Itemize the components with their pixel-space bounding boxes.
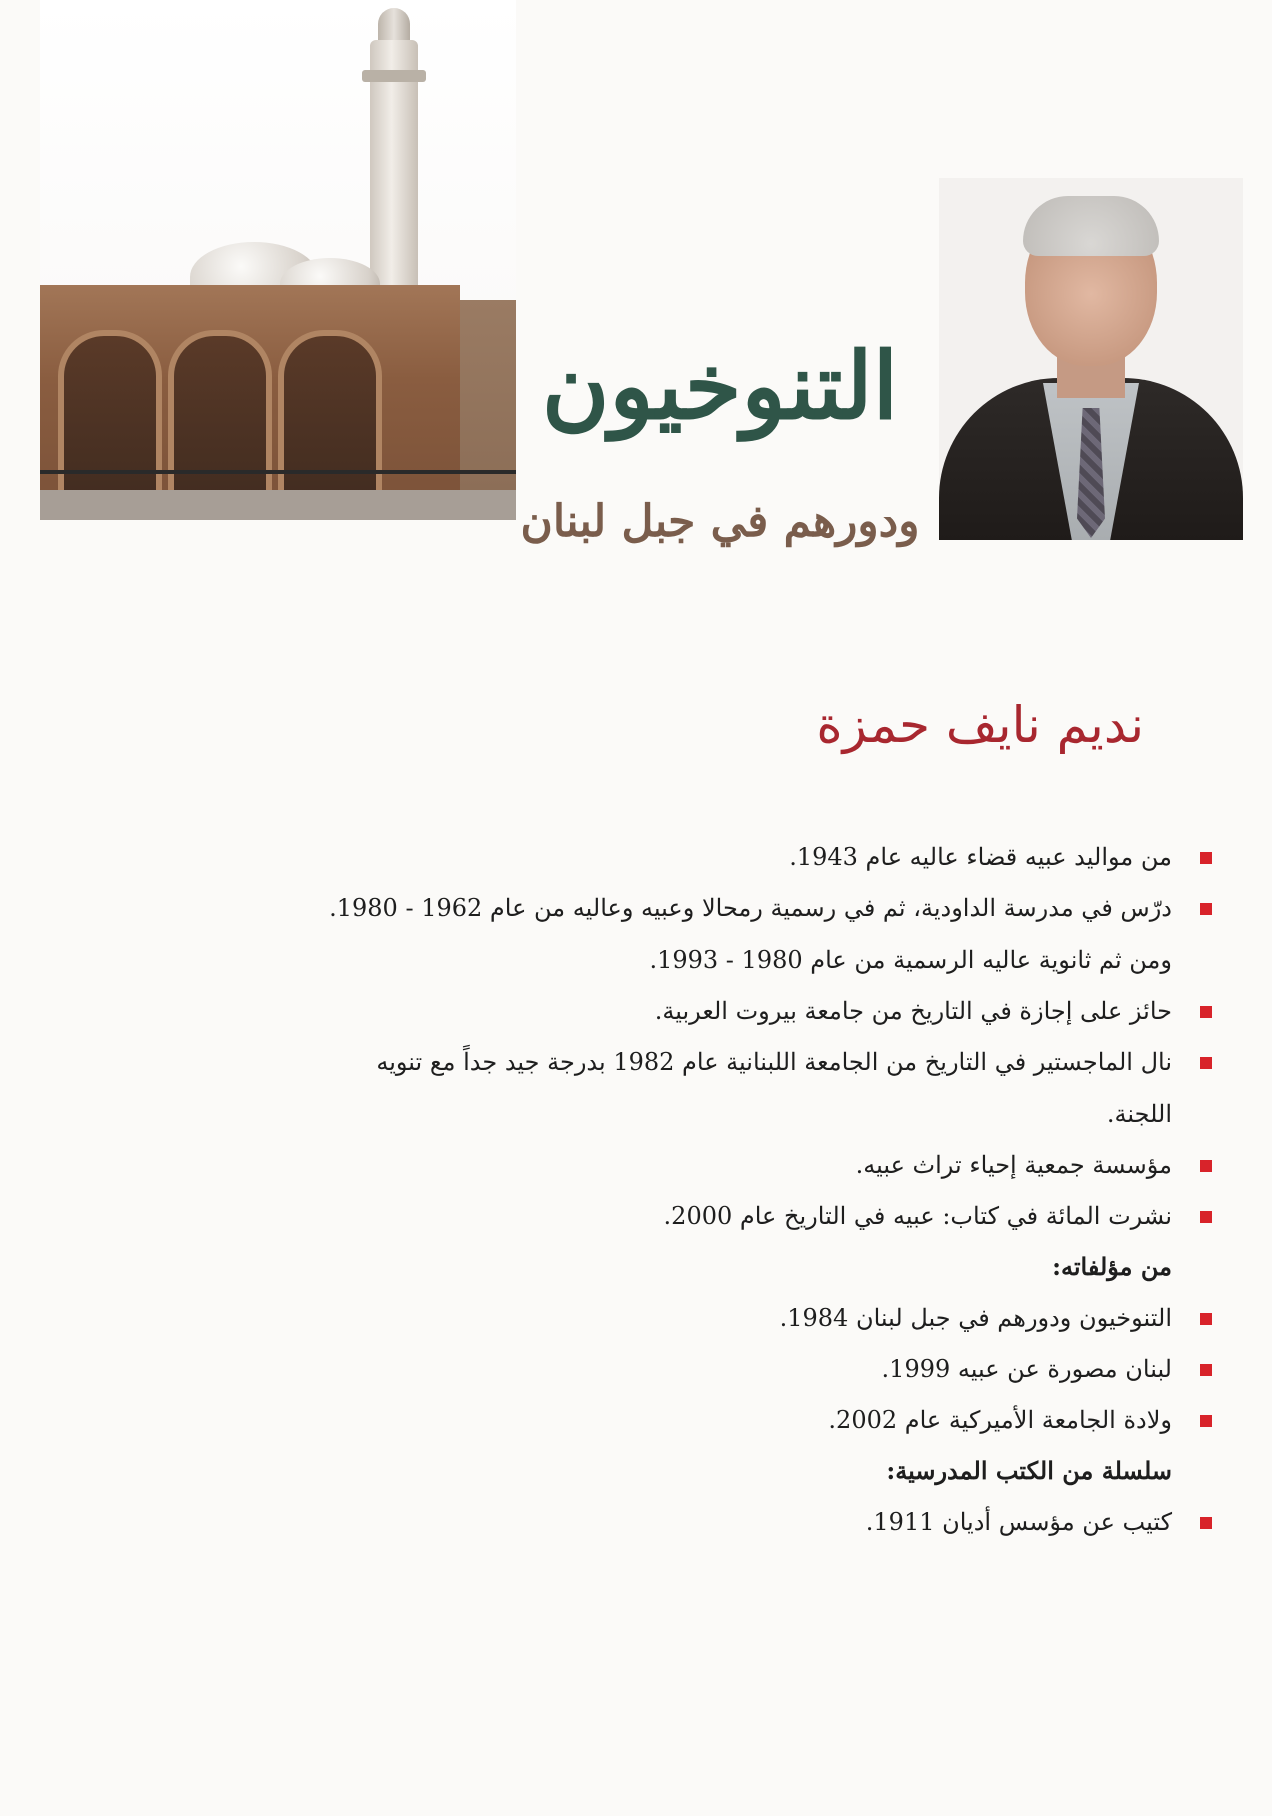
bio-item-text: درّس في مدرسة الداودية، ثم في رسمية رمحالا وعبيه وعاليه من عام 1962 - 1980. [329,894,1172,922]
bio-heading: من مؤلفاته: [1052,1252,1172,1281]
mosque-facade [40,285,460,520]
bio-item [312,1148,1212,1182]
author-portrait [939,178,1243,540]
bio-item-text: من مواليد عبيه قضاء عاليه عام 1943. [789,843,1172,871]
square-bullet-icon [1200,1313,1212,1325]
bio-item-text: حائز على إجازة في التاريخ من جامعة بيروت العربية. [654,997,1172,1025]
square-bullet-icon [1200,1517,1212,1529]
bio-item [312,1403,1212,1437]
bio-heading: سلسلة من الكتب المدرسية: [886,1456,1172,1485]
bio-item-text: التنوخيون ودورهم في جبل لبنان 1984. [779,1304,1172,1332]
square-bullet-icon [1200,903,1212,915]
bio-item-text: نشرت المائة في كتاب: عبيه في التاريخ عام 2000. [663,1202,1172,1230]
author-bio [312,840,1212,1556]
bio-item-text: لبنان مصورة عن عبيه 1999. [881,1355,1172,1383]
bio-item-text: مؤسسة جمعية إحياء تراث عبيه. [855,1151,1172,1179]
bio-item [312,994,1212,1028]
author-name: نديم نايف حمزة [816,696,1144,754]
bio-item [312,1199,1212,1233]
portrait-hair [1023,196,1159,256]
minaret-balcony [362,70,426,82]
book-title: التنوخيون [541,332,899,440]
fence [40,470,516,474]
bio-item [312,840,1212,874]
bio-item-text: كتيب عن مؤسس أديان 1911. [865,1508,1172,1536]
square-bullet-icon [1200,1160,1212,1172]
square-bullet-icon [1200,1364,1212,1376]
bio-item-text: نال الماجستير في التاريخ من الجامعة اللبنانية عام 1982 بدرجة جيد جداً مع تنويه [376,1048,1172,1076]
pavement [40,490,516,520]
bio-item-text: ومن ثم ثانوية عاليه الرسمية من عام 1980 - 1993. [649,946,1172,974]
bio-item [312,1301,1212,1335]
square-bullet-icon [1200,1211,1212,1223]
square-bullet-icon [1200,1057,1212,1069]
mosque-photo [40,0,516,520]
bio-item-text: اللجنة. [1106,1100,1172,1128]
square-bullet-icon [1200,1006,1212,1018]
bio-item-text: ولادة الجامعة الأميركية عام 2002. [828,1406,1172,1434]
bio-item [312,1352,1212,1386]
bio-item [312,891,1212,977]
book-subtitle: ودورهم في جبل لبنان [520,496,920,547]
bio-item [312,1045,1212,1131]
square-bullet-icon [1200,1415,1212,1427]
bio-item [312,1505,1212,1539]
square-bullet-icon [1200,852,1212,864]
side-wall [460,300,516,520]
